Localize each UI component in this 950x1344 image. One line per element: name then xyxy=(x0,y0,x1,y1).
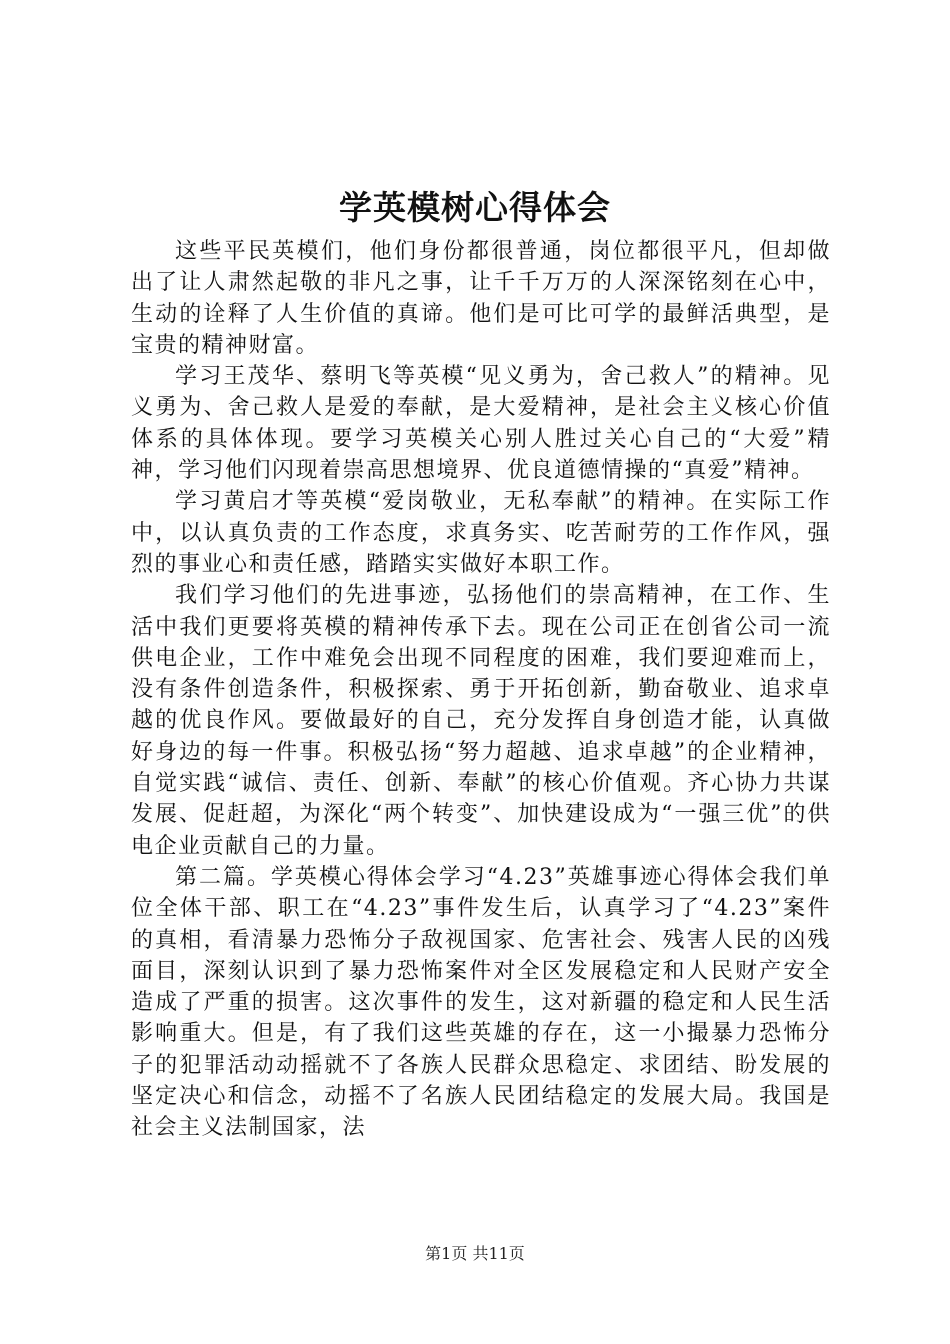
document-body xyxy=(131,236,831,1144)
paragraph: 第二篇。学英模心得体会学习“4.23”英雄事迹心得体会我们单位全体干部、职工在“4.23”事件发生后，认真学习了“4.23”案件的真相，看清暴力恐怖分子敌视国家、危害社会、残害人民的凶残面目，深刻认识到了暴力恐怖案件对全区发展稳定和人民财产安全造成了严重的损害。这次事件的发生，这对新疆的稳定和人民生活影响重大。但是，有了我们这些英雄的存在，这一小撮暴力恐怖分子的犯罪活动动摇就不了各族人民群众思稳定、求团结、盼发展的坚定决心和信念，动摇不了名族人民团结稳定的发展大局。我国是社会主义法制国家，法 xyxy=(131,864,831,1141)
page-number-footer: 第1页 共11页 xyxy=(425,1244,525,1263)
document-title: 学英模树心得体会 xyxy=(339,188,611,227)
paragraph: 这些平民英模们，他们身份都很普通，岗位都很平凡，但却做出了让人肃然起敬的非凡之事，让千千万万的人深深铭刻在心中，生动的诠释了人生价值的真谛。他们是可比可学的最鲜活典型，是宝贵的精神财富。 xyxy=(131,239,831,358)
paragraph: 我们学习他们的先进事迹，弘扬他们的崇高精神，在工作、生活中我们更要将英模的精神传承下去。现在公司正在创省公司一流供电企业，工作中难免会出现不同程度的困难，我们要迎难而上，没有条件创造条件，积极探索、勇于开拓创新，勤奋敬业、追求卓越的优良作风。要做最好的自己，充分发挥自身创造才能，认真做好身边的每一件事。积极弘扬“努力超越、追求卓越”的企业精神，自觉实践“诚信、责任、创新、奉献”的核心价值观。齐心协力共谋发展、促赶超，为深化“两个转变”、加快建设成为“一强三优”的供电企业贡献自己的力量。 xyxy=(131,583,831,859)
paragraph: 学习王茂华、蔡明飞等英模“见义勇为，舍己救人”的精神。见义勇为、舍己救人是爱的奉献，是大爱精神，是社会主义核心价值体系的具体体现。要学习英模关心别人胜过关心自己的“大爱”精神，学习他们闪现着崇高思想境界、优良道德情操的“真爱”精神。 xyxy=(131,364,831,484)
paragraph: 学习黄启才等英模“爱岗敬业，无私奉献”的精神。在实际工作中，以认真负责的工作态度，求真务实、吃苦耐劳的工作作风，强烈的事业心和责任感，踏踏实实做好本职工作。 xyxy=(131,489,831,577)
